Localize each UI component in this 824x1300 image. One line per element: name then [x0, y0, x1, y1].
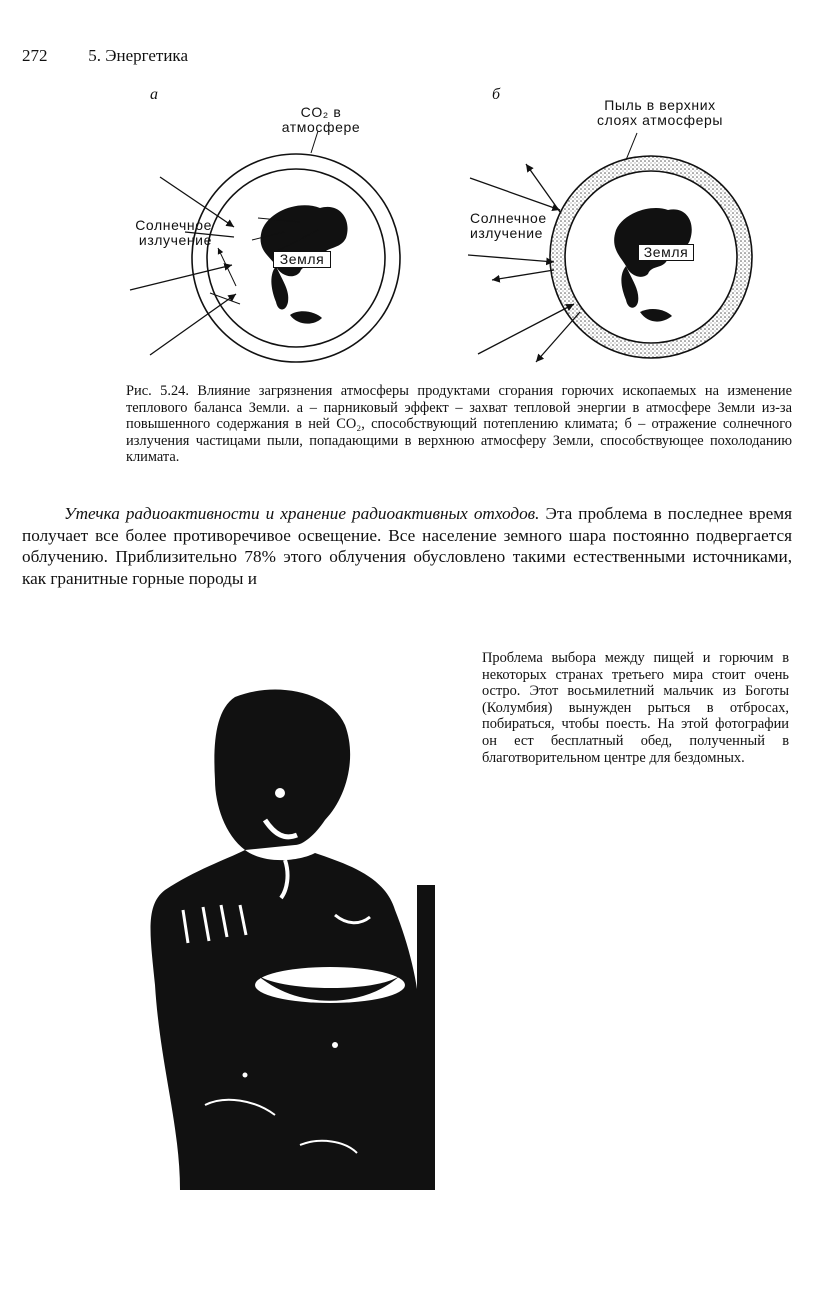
body-paragraph	[22, 503, 792, 589]
chapter-title: 5. Энергетика	[88, 46, 188, 65]
page-header	[22, 46, 188, 66]
co2-label: CO₂ в атмосфере	[281, 104, 361, 135]
photo-boy-eating	[125, 685, 445, 1195]
panel-b-diagram	[468, 133, 752, 362]
panel-b-letter: б	[492, 86, 501, 103]
panel-a-letter: а	[150, 86, 158, 103]
earth-label-a: Земля	[273, 251, 331, 268]
figure-number: Рис. 5.24.	[126, 383, 189, 399]
body-paragraph-text: Эта проблема в последнее время получает все более противоречивое освещение. Все население земного шара постоянно подвергается облучению. Приблизительно 78% этого облучения обусловлено такими естественными источниками, как гранитные горные породы и	[22, 504, 792, 588]
photo-silhouette	[125, 685, 445, 1190]
figure-caption	[126, 383, 792, 466]
photo-caption: Проблема выбора между пищей и горючим в некоторых странах третьего мира стоит очень остро. Этот восьмилетний мальчик из Боготы (Колумбия) вынужден рыться в отбросах, побираться, чтобы поесть. На этой фотографии он ест бесплатный обед, полученный в благотворительном центре для бездомных.	[482, 650, 789, 766]
page-number: 272	[22, 46, 48, 65]
solar-radiation-label-b: Солнечное излучение	[470, 210, 547, 241]
figure-5-24	[0, 80, 824, 380]
figure-caption-text: Влияние загрязнения атмосферы продуктами сгорания горючих ископаемых на изменение теплового баланса Земли. а – парниковый эффект – захват тепловой энергии в атмосфере Земли из-за повышенного содержания в ней CO₂, способствующий потеплению климата; б – отражение солнечного излучения частицами пыли, попадающими в верхнюю атмосферу Земли, способствующее похолоданию климата.	[126, 383, 792, 465]
dust-label: Пыль в верхних слоях атмосферы	[596, 97, 724, 128]
earth-label-b: Земля	[638, 244, 694, 261]
solar-radiation-label-a: Солнечное излучение	[135, 217, 212, 248]
section-lead: Утечка радиоактивности и хранение радиоактивных отходов.	[64, 504, 540, 523]
